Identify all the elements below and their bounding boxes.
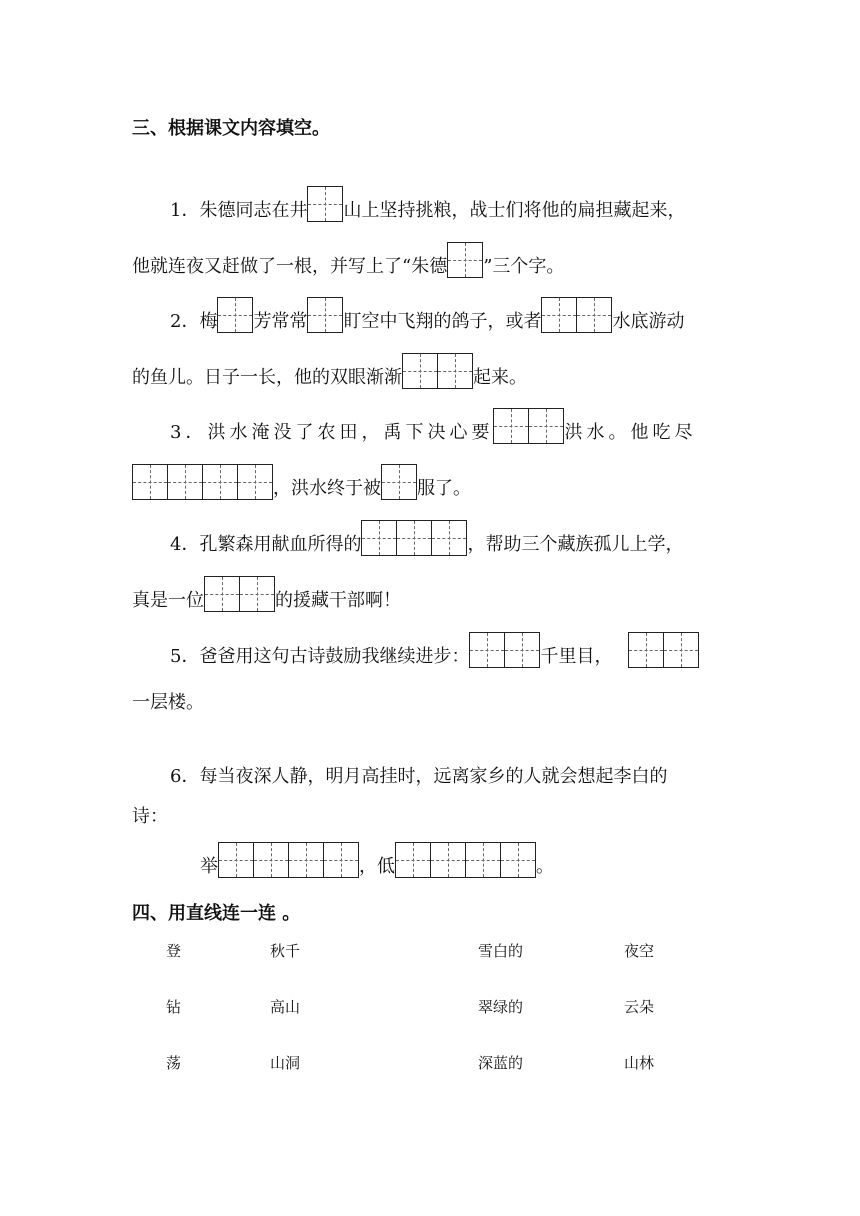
q3-line1 (170, 408, 696, 444)
match-col4-item: 山林 (624, 1054, 655, 1072)
q6-line1 (170, 766, 667, 788)
q6-text-c: 举 (200, 856, 218, 877)
q3-text-d: 服了。 (417, 478, 471, 499)
match-col3-item: 深蓝的 (478, 1054, 524, 1072)
q4-line1 (170, 520, 683, 556)
match-col2-item: 秋千 (270, 942, 301, 960)
q2-text-b: 芳常常 (253, 311, 308, 332)
q2-text-a: 2．梅 (170, 311, 218, 332)
q5-text-b: 千里目， (540, 646, 613, 667)
q3-text-b: 洪水。他吃尽 (564, 422, 697, 443)
q6-line2 (132, 806, 168, 828)
q1-line2 (132, 242, 564, 278)
q2-text-f: 起来。 (473, 367, 527, 388)
q4-line2 (132, 576, 401, 612)
section4-heading: 四、用直线连一连 。 (132, 903, 301, 924)
match-col4-item: 云朵 (624, 998, 655, 1016)
q3-text-c: ，洪水终于被 (273, 478, 381, 499)
q6-text-e: 。 (536, 856, 554, 877)
match-col3-item: 翠绿的 (478, 998, 524, 1016)
q6-line3 (200, 842, 554, 878)
match-col4-item: 夜空 (624, 942, 655, 960)
q2-box-1[interactable] (217, 297, 253, 333)
q1-text-d: ”三个字。 (483, 256, 565, 277)
q2-box-4[interactable] (402, 353, 473, 389)
q5-line1 (170, 632, 699, 668)
q5-box-1[interactable] (469, 632, 540, 668)
q1-text-b: 山上坚持挑粮，战士们将他的扁担藏起来， (343, 200, 686, 221)
match-col2-item: 山洞 (270, 1054, 301, 1072)
q6-text-d: ，低 (359, 856, 395, 877)
q1-text-c: 他就连夜又赶做了一根，并写上了“朱德 (132, 256, 448, 277)
q2-line1 (170, 297, 684, 333)
q2-box-3[interactable] (541, 297, 612, 333)
q2-text-d: 水底游动 (612, 311, 685, 332)
q3-box-1[interactable] (493, 408, 564, 444)
q3-text-a: 3．洪水淹没了农田，禹下决心要 (170, 422, 494, 443)
q4-text-c: 真是一位 (132, 590, 204, 611)
q1-line1 (170, 186, 685, 222)
q6-box-1[interactable] (218, 842, 359, 878)
q4-text-b: ，帮助三个藏族孤儿上学， (467, 534, 684, 555)
q4-text-a: 4．孔繁森用献血所得的 (170, 534, 362, 555)
q6-text-a: 6．每当夜深人静，明月高挂时，远离家乡的人就会想起李白的 (170, 766, 668, 787)
q4-box-2[interactable] (204, 576, 275, 612)
q2-text-e: 的鱼儿。日子一长，他的双眼渐渐 (132, 367, 402, 388)
q6-box-2[interactable] (395, 842, 536, 878)
q1-box-2[interactable] (447, 242, 483, 278)
match-col1-item: 登 (166, 942, 182, 960)
q4-box-1[interactable] (361, 520, 467, 556)
q2-text-c: 盯空中飞翔的鸽子，或者 (343, 311, 542, 332)
q5-box-2[interactable] (628, 632, 699, 668)
match-col1-item: 钻 (166, 998, 182, 1016)
match-col1-item: 荡 (166, 1054, 182, 1072)
q5-text-a: 5．爸爸用这句古诗鼓励我继续进步： (170, 646, 470, 667)
q4-text-d: 的援藏干部啊！ (275, 590, 401, 611)
match-col3-item: 雪白的 (478, 942, 524, 960)
q3-line2 (132, 464, 471, 500)
q2-box-2[interactable] (307, 297, 343, 333)
q6-text-b: 诗： (132, 806, 168, 827)
q3-box-3[interactable] (381, 464, 417, 500)
q5-text-c: 一层楼。 (132, 692, 204, 713)
q1-text-a: 1．朱德同志在井 (170, 200, 308, 221)
q2-line2 (132, 353, 527, 389)
q1-box-1[interactable] (307, 186, 343, 222)
q3-box-2[interactable] (132, 464, 273, 500)
section3-heading: 三、根据课文内容填空。 (132, 118, 330, 139)
match-col2-item: 高山 (270, 998, 301, 1016)
q5-line2 (132, 692, 204, 714)
